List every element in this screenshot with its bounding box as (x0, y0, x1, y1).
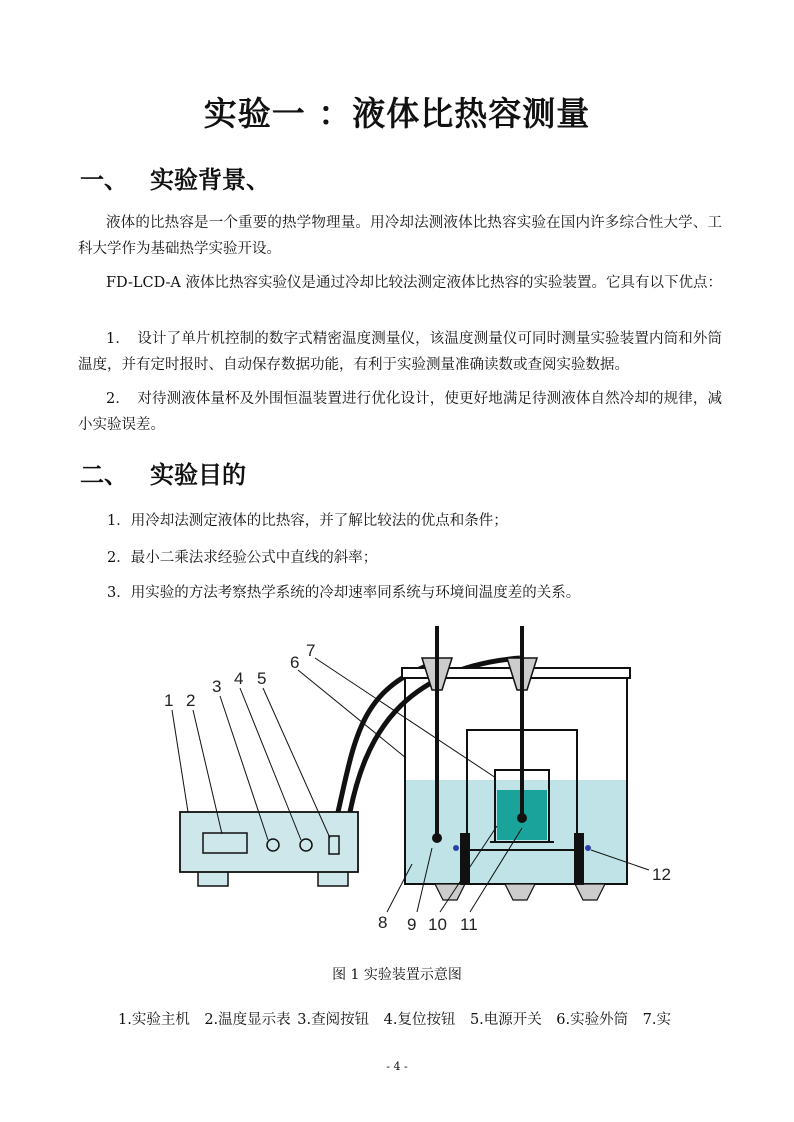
page-number: - 4 - (386, 1060, 408, 1073)
label-10: 10 (428, 915, 447, 934)
objective-item: 2．最小二乘法求经验公式中直线的斜率； (107, 550, 378, 566)
label-4: 4 (234, 669, 244, 688)
section-1-number: 一、 (80, 166, 128, 194)
label-7: 7 (306, 641, 316, 660)
label-12: 12 (652, 865, 671, 884)
paragraph-4 (78, 386, 722, 438)
apparatus-diagram (160, 618, 680, 940)
paragraph-3 (78, 326, 722, 378)
objective-item: 1．用冷却法测定液体的比热容，并了解比较法的优点和条件； (107, 513, 508, 529)
section-2-heading (80, 455, 246, 490)
paragraph-1 (78, 210, 722, 262)
section-1-title: 实验背景、 (150, 166, 270, 194)
page-title: 实验一 ：液体比热容测量 (203, 94, 591, 133)
paragraph-3-text: 1． 设计了单片机控制的数字式精密温度测量仪，该温度测量仪可同时测量实验装置内筒和外筒温度，并有定时报时、自动保存数据功能，有利于实验测量准确读数或查阅实验数据。 (78, 331, 722, 373)
section-2-number: 二、 (80, 461, 128, 489)
section-2-title: 实验目的 (150, 461, 246, 489)
paragraph-2-text: FD-LCD-A 液体比热容实验仪是通过冷却比较法测定液体比热容的实验装置。它具有以下优点： (106, 275, 722, 291)
paragraph-2 (78, 270, 722, 296)
label-2: 2 (186, 691, 196, 710)
label-8: 8 (378, 913, 388, 932)
section-1-heading (80, 160, 270, 195)
figure-legend: 1.实验主机 2.温度显示表 3.查阅按钮 4.复位按钮 5.电源开关 6.实验外筒 7.实 (118, 1012, 671, 1028)
label-5: 5 (257, 669, 267, 688)
figure-caption: 图 1 实验装置示意图 (332, 967, 462, 983)
paragraph-4-text: 2． 对待测液体量杯及外围恒温装置进行优化设计，使更好地满足待测液体自然冷却的规律，减小实验误差。 (78, 391, 722, 433)
main-unit (180, 812, 358, 886)
objective-item: 3．用实验的方法考察热学系统的冷却速率同系统与环境间温度差的关系。 (107, 585, 581, 601)
label-11: 11 (460, 915, 478, 934)
label-3: 3 (212, 677, 222, 696)
label-6: 6 (290, 653, 300, 672)
label-1: 1 (164, 691, 174, 710)
label-9: 9 (407, 915, 417, 934)
paragraph-1-text: 液体的比热容是一个重要的热学物理量。用冷却法测液体比热容实验在国内许多综合性大学、工科大学作为基础热学实验开设。 (78, 215, 722, 257)
